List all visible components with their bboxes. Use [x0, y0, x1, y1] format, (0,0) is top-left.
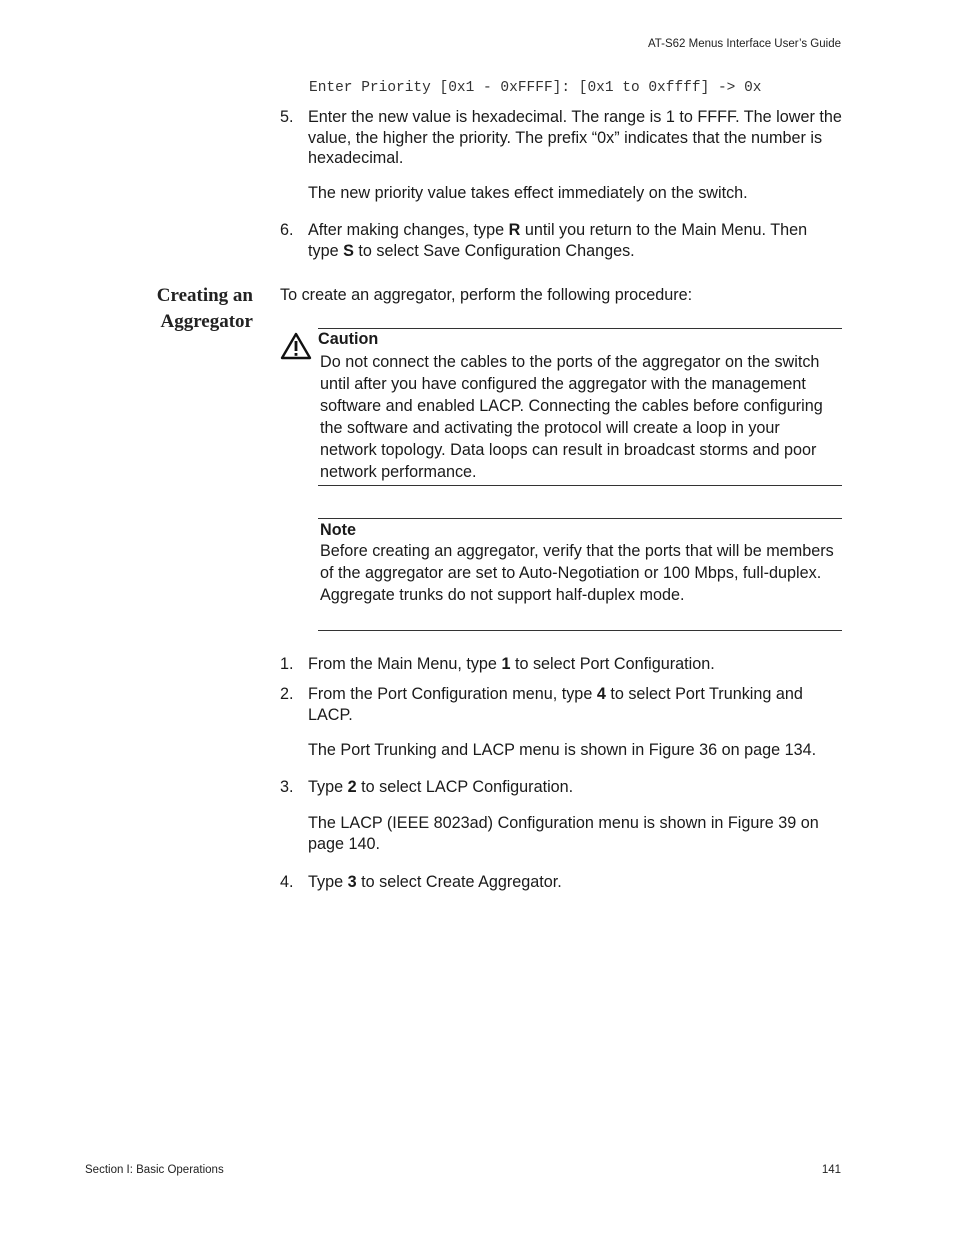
procedure-step-2-followup: The Port Trunking and LACP menu is shown in Figure 36 on page 134.: [308, 741, 817, 759]
key-4: 4: [596, 685, 606, 703]
caution-title: Caution: [318, 330, 379, 348]
procedure-step-3: [280, 777, 842, 798]
step-number: 6.: [280, 221, 294, 239]
step-text: Type 3 to select Create Aggregator.: [308, 873, 562, 891]
step-number: 5.: [280, 108, 294, 126]
step-text: Enter the new value is hexadecimal. The range is 1 to FFFF. The lower the value, the higher the priority. The prefix “0x” indicates that the number is hexadecimal.: [308, 108, 842, 167]
key-1: 1: [501, 655, 511, 673]
key-s: S: [343, 241, 354, 260]
step-6: [280, 220, 842, 261]
step-text: From the Port Configuration menu, type 4 to select Port Trunking and LACP.: [308, 685, 803, 724]
section-heading: Creating an Aggregator: [156, 285, 253, 332]
note-title: Note: [320, 521, 356, 539]
step-5-followup: The new priority value takes effect immediately on the switch.: [308, 184, 748, 202]
procedure-step-2: [280, 684, 842, 725]
key-3: 3: [347, 873, 357, 891]
running-header: AT-S62 Menus Interface User’s Guide: [647, 38, 841, 50]
caution-text: Do not connect the cables to the ports of the aggregator on the switch until after you have configured the aggregator with the management software and enabled LACP. Connecting the cables before configuring the software and activating the protocol will create a loop in your network topology. Data loops can result in broadcast storms and poor network performance.: [320, 353, 823, 481]
procedure-step-4: [280, 872, 842, 893]
procedure-step-1: [280, 654, 842, 675]
note-bottom-rule: [318, 630, 842, 631]
page-number: 141: [821, 1164, 841, 1176]
note-top-rule: [318, 518, 842, 519]
section-intro: To create an aggregator, perform the following procedure:: [280, 286, 693, 304]
step-text: From the Main Menu, type 1 to select Port Configuration.: [308, 655, 715, 673]
procedure-step-3-followup: The LACP (IEEE 8023ad) Configuration menu is shown in Figure 39 on page 140.: [308, 814, 819, 853]
step-text: After making changes, type R until you return to the Main Menu. Then type S to select Save Configuration Changes.: [308, 221, 808, 260]
step-number: 3.: [280, 778, 294, 796]
caution-bottom-rule: [318, 485, 842, 486]
priority-prompt-code: Enter Priority [0x1 - 0xFFFF]: [0x1 to 0xffff] -> 0x: [309, 80, 762, 96]
step-text: Type 2 to select LACP Configuration.: [308, 778, 574, 796]
key-r: R: [508, 221, 521, 239]
footer-section-label: Section I: Basic Operations: [85, 1164, 224, 1176]
step-number: 4.: [280, 873, 294, 891]
warning-triangle-icon: [280, 332, 312, 360]
note-text: Before creating an aggregator, verify that the ports that will be members of the aggregator are set to Auto-Negotiation or 100 Mbps, full-duplex. Aggregate trunks do not support half-duplex mode.: [320, 542, 834, 604]
step-number: 2.: [280, 685, 294, 703]
key-2: 2: [347, 778, 357, 796]
step-number: 1.: [280, 655, 294, 673]
caution-top-rule: [318, 328, 842, 329]
step-5: [280, 107, 842, 169]
